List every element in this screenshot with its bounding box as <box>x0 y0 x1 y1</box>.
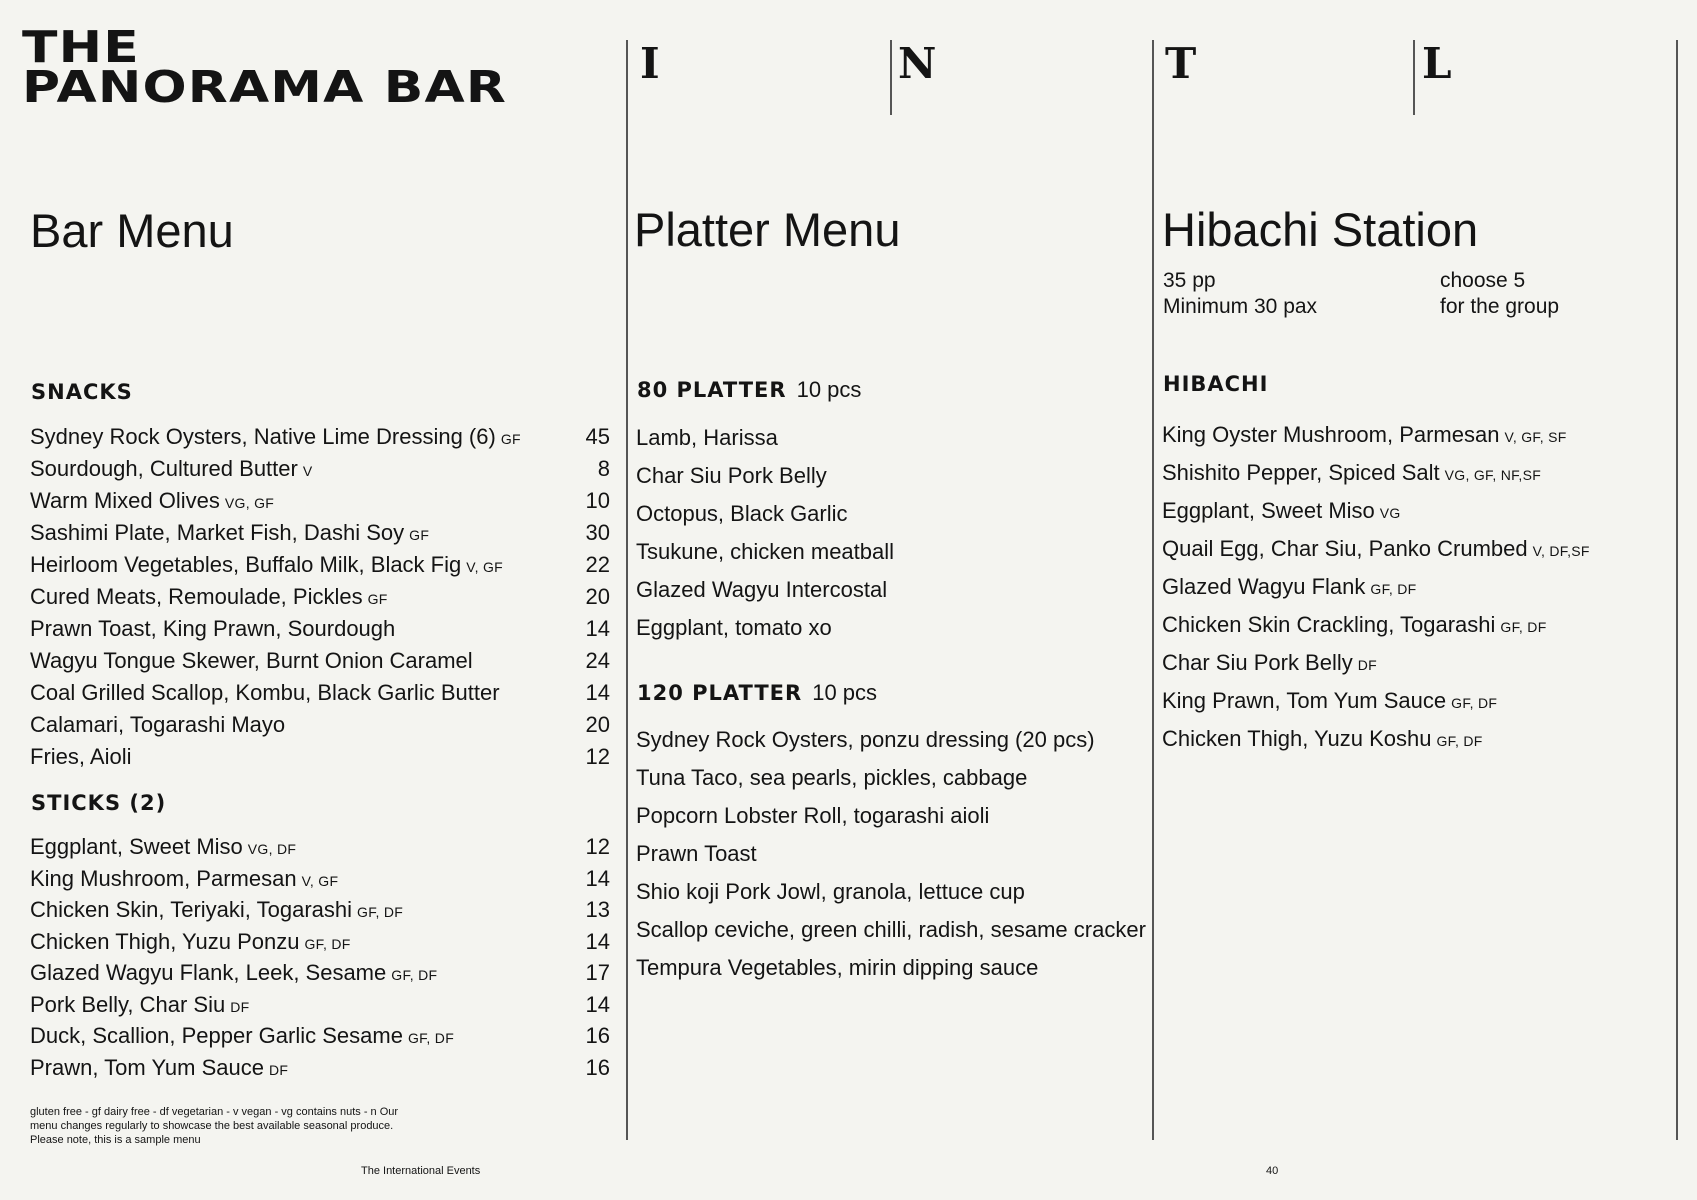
dietary-tags: DF <box>268 1061 289 1078</box>
menu-item <box>30 1052 610 1084</box>
menu-item-name: Wagyu Tongue Skewer, Burnt Onion Caramel <box>30 648 473 673</box>
menu-item-name: King Mushroom, Parmesan <box>30 865 297 891</box>
menu-item <box>1162 644 1662 682</box>
menu-item <box>636 571 1146 609</box>
menu-item-name: Sydney Rock Oysters, ponzu dressing (20 pcs) <box>636 727 1095 752</box>
header-divider-1 <box>890 40 892 115</box>
dietary-tags: V <box>302 463 313 479</box>
footer-left: The International Events <box>361 1165 481 1177</box>
menu-item-price: 30 <box>585 520 610 545</box>
menu-item <box>30 894 610 926</box>
menu-item <box>30 957 610 989</box>
brand-logo <box>22 22 508 113</box>
hibachi-choose-info <box>1440 268 1559 320</box>
menu-item-name: Quail Egg, Char Siu, Panko Crumbed <box>1162 536 1528 561</box>
menu-item-price: 20 <box>585 584 610 609</box>
menu-item-price: 20 <box>585 712 610 737</box>
menu-item-name: Glazed Wagyu Flank <box>1162 574 1366 599</box>
menu-item <box>30 831 610 863</box>
menu-item <box>1162 682 1662 720</box>
header-letter-t: T <box>1165 39 1197 88</box>
footnote-line: menu changes regularly to showcase the best available seasonal produce. <box>30 1120 394 1132</box>
dietary-tags: V, GF, SF <box>1504 429 1567 445</box>
menu-item-name: Chicken Skin Crackling, Togarashi <box>1162 612 1496 637</box>
menu-item-price: 17 <box>585 960 610 985</box>
platter-120-pcs: 10 pcs <box>812 680 878 705</box>
menu-item-price: 16 <box>585 1023 610 1048</box>
menu-item-price: 45 <box>585 424 610 449</box>
menu-item <box>30 1020 610 1052</box>
menu-item <box>30 989 610 1021</box>
menu-item <box>30 863 610 895</box>
platter-120-label: 120 PLATTER <box>637 681 803 705</box>
menu-item <box>636 911 1146 949</box>
menu-item-name: Char Siu Pork Belly <box>636 463 827 488</box>
menu-item-name: Chicken Thigh, Yuzu Koshu <box>1162 726 1432 751</box>
dietary-tags: GF <box>409 527 430 543</box>
hibachi-choose: choose 5 <box>1440 269 1526 292</box>
menu-item-name: Chicken Skin, Teriyaki, Togarashi <box>30 897 353 922</box>
menu-item <box>636 797 1146 835</box>
menu-item <box>636 457 1146 495</box>
dietary-footnote <box>30 1105 450 1147</box>
platter-80-pcs: 10 pcs <box>796 377 862 402</box>
dietary-tags: VG, GF, NF,SF <box>1444 467 1542 483</box>
menu-item-name: Tempura Vegetables, mirin dipping sauce <box>636 955 1039 980</box>
header-letter-n: N <box>898 39 937 88</box>
menu-item-name: Glazed Wagyu Flank, Leek, Sesame <box>30 960 387 985</box>
menu-item-price: 14 <box>585 928 610 954</box>
platter-80-heading <box>637 377 861 403</box>
snacks-heading: SNACKS <box>31 380 133 404</box>
menu-item <box>30 549 610 581</box>
dietary-tags: GF, DF <box>1370 581 1417 597</box>
menu-item <box>636 495 1146 533</box>
dietary-tags: V, GF <box>466 559 504 575</box>
dietary-tags: DF <box>230 998 250 1015</box>
menu-item <box>1162 720 1662 758</box>
dietary-tags: GF, DF <box>1451 695 1498 711</box>
hibachi-price: 35 pp <box>1163 269 1216 292</box>
dietary-tags: GF, DF <box>1500 619 1547 635</box>
menu-item <box>1162 606 1662 644</box>
hibachi-minimum: Minimum 30 pax <box>1163 295 1318 318</box>
dietary-tags: GF, DF <box>304 935 351 952</box>
menu-item-name: King Oyster Mushroom, Parmesan <box>1162 422 1500 447</box>
menu-item <box>30 613 610 645</box>
menu-item-price: 14 <box>585 865 610 891</box>
menu-item <box>1162 416 1662 454</box>
header-letter-i: I <box>640 39 660 88</box>
menu-item-name: Popcorn Lobster Roll, togarashi aioli <box>636 803 990 828</box>
menu-item-name: Sydney Rock Oysters, Native Lime Dressing (6) <box>30 424 496 449</box>
menu-item-name: Scallop ceviche, green chilli, radish, sesame cracker <box>636 917 1146 942</box>
brand-line-2: PANORAMA BAR <box>22 62 508 113</box>
menu-item-price: 12 <box>585 744 610 769</box>
column-divider-2 <box>1152 40 1154 1140</box>
menu-item-name: Shio koji Pork Jowl, granola, lettuce cup <box>636 879 1025 904</box>
dietary-tags: VG, DF <box>247 841 297 857</box>
menu-item-price: 10 <box>585 488 610 513</box>
menu-item <box>636 609 1146 647</box>
menu-item-name: Eggplant, tomato xo <box>636 615 832 640</box>
platter-80-list <box>636 419 1146 647</box>
dietary-tags: V, GF <box>301 872 339 889</box>
menu-item-price: 8 <box>597 456 610 481</box>
menu-item-name: Chicken Thigh, Yuzu Ponzu <box>30 928 300 954</box>
menu-item <box>636 721 1146 759</box>
menu-item <box>30 926 610 958</box>
menu-item <box>30 517 610 549</box>
menu-item-name: Sashimi Plate, Market Fish, Dashi Soy <box>30 520 405 545</box>
menu-item-name: Tuna Taco, sea pearls, pickles, cabbage <box>636 765 1028 790</box>
menu-item-price: 14 <box>585 680 610 705</box>
menu-item-name: Coal Grilled Scallop, Kombu, Black Garlic Butter <box>30 680 500 705</box>
dietary-tags: GF, DF <box>391 967 438 983</box>
menu-item-name: Lamb, Harissa <box>636 425 778 450</box>
menu-item <box>636 835 1146 873</box>
menu-item-name: Fries, Aioli <box>30 744 132 769</box>
menu-item <box>636 533 1146 571</box>
hibachi-list <box>1162 416 1662 758</box>
menu-item-name: Pork Belly, Char Siu <box>30 991 226 1017</box>
menu-item <box>636 949 1146 987</box>
dietary-tags: GF <box>500 431 521 447</box>
menu-item <box>636 873 1146 911</box>
menu-item <box>30 709 610 741</box>
dietary-tags: GF <box>367 591 388 607</box>
menu-item <box>30 421 610 453</box>
dietary-tags: GF, DF <box>407 1030 455 1046</box>
menu-item-name: Eggplant, Sweet Miso <box>30 834 243 859</box>
menu-item-name: Shishito Pepper, Spiced Salt <box>1162 460 1440 485</box>
menu-item-name: Eggplant, Sweet Miso <box>1162 498 1375 523</box>
column-divider-3 <box>1676 40 1678 1140</box>
menu-item <box>30 485 610 517</box>
platter-menu-title: Platter Menu <box>634 203 901 256</box>
menu-item-price: 12 <box>585 834 610 859</box>
hibachi-heading: HIBACHI <box>1163 372 1269 396</box>
sticks-heading: STICKS (2) <box>31 791 167 815</box>
menu-item-name: Tsukune, chicken meatball <box>636 539 895 564</box>
menu-item-price: 14 <box>585 616 610 641</box>
menu-item-name: Heirloom Vegetables, Buffalo Milk, Black Fig <box>30 552 462 577</box>
menu-item-name: Sourdough, Cultured Butter <box>30 456 298 481</box>
menu-item-name: Octopus, Black Garlic <box>636 501 848 526</box>
dietary-tags: V, DF,SF <box>1532 543 1590 559</box>
brand-line-1: THE <box>22 22 140 73</box>
menu-item-name: Glazed Wagyu Intercostal <box>636 577 888 602</box>
platter-120-list <box>636 721 1146 987</box>
snacks-list <box>30 421 610 773</box>
header-letter-l: L <box>1422 39 1452 88</box>
menu-item <box>30 677 610 709</box>
column-divider-1 <box>626 40 628 1140</box>
menu-item <box>30 645 610 677</box>
menu-item <box>1162 530 1662 568</box>
menu-item-name: Warm Mixed Olives <box>30 488 220 513</box>
page-number: 40 <box>1266 1165 1279 1177</box>
menu-item-name: Prawn, Tom Yum Sauce <box>30 1054 264 1080</box>
sticks-list <box>30 831 610 1083</box>
footnote-line: gluten free - gf dairy free - df vegetarian - v vegan - vg contains nuts - n Our <box>30 1106 399 1118</box>
menu-item-name: King Prawn, Tom Yum Sauce <box>1162 688 1447 713</box>
hibachi-title: Hibachi Station <box>1162 203 1479 256</box>
menu-item-name: Calamari, Togarashi Mayo <box>30 712 286 737</box>
menu-item-name: Duck, Scallion, Pepper Garlic Sesame <box>30 1023 403 1048</box>
menu-item <box>30 741 610 773</box>
menu-item-name: Char Siu Pork Belly <box>1162 650 1353 675</box>
platter-80-label: 80 PLATTER <box>637 378 787 402</box>
dietary-tags: GF, DF <box>357 904 404 920</box>
menu-item-price: 13 <box>585 897 610 922</box>
menu-item <box>636 419 1146 457</box>
menu-item-name: Prawn Toast, King Prawn, Sourdough <box>30 616 396 641</box>
dietary-tags: GF, DF <box>1436 733 1483 749</box>
hibachi-group: for the group <box>1440 295 1560 318</box>
menu-item-price: 24 <box>585 648 610 673</box>
hibachi-price-info <box>1163 268 1317 320</box>
menu-item <box>1162 568 1662 606</box>
menu-item <box>1162 492 1662 530</box>
dietary-tags: VG, GF <box>224 495 275 511</box>
menu-item-price: 14 <box>585 991 610 1017</box>
menu-item-price: 16 <box>585 1054 610 1080</box>
dietary-tags: VG <box>1379 505 1401 521</box>
menu-item-name: Prawn Toast <box>636 841 757 866</box>
menu-item <box>30 581 610 613</box>
platter-120-heading <box>637 680 877 706</box>
header-divider-2 <box>1413 40 1415 115</box>
menu-item-name: Cured Meats, Remoulade, Pickles <box>30 584 363 609</box>
dietary-tags: DF <box>1357 657 1378 673</box>
footnote-line: Please note, this is a sample menu <box>30 1134 201 1146</box>
menu-item <box>1162 454 1662 492</box>
menu-item-price: 22 <box>585 552 610 577</box>
menu-item <box>30 453 610 485</box>
menu-item <box>636 759 1146 797</box>
bar-menu-title: Bar Menu <box>30 204 234 257</box>
